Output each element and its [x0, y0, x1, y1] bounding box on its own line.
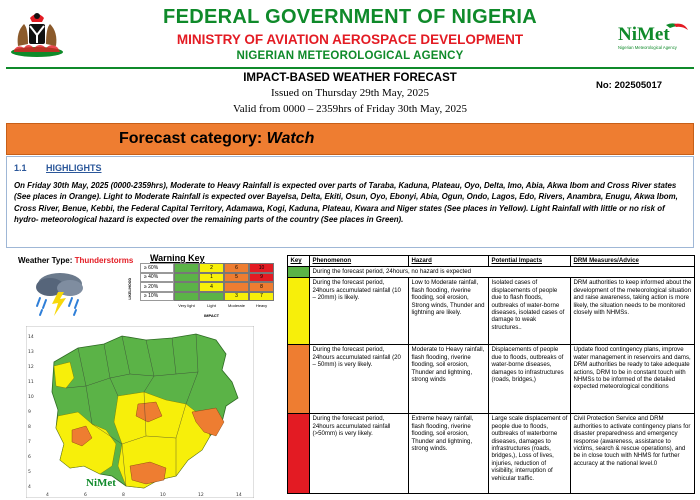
warning-key-impact-columns — [140, 301, 274, 310]
header-phenomenon: Phenomenon — [310, 256, 409, 267]
header-divider — [6, 67, 694, 69]
warning-key-likelihood: ≥ 20% — [140, 282, 174, 292]
warning-key-cell — [224, 282, 249, 292]
warning-key-matrix — [140, 263, 274, 310]
warning-key-cell — [174, 282, 199, 292]
map-x-tick: 10 — [160, 493, 166, 498]
impacts-cell: Large scale displacement of people due to floods, outbreaks of waterborne diseases, damages to infrastructures (roads, bridges,), Loss of lives, injuries, reduction of visibility, interruption of vehicular traffic. — [489, 413, 571, 493]
warning-key-impact-level: Light — [207, 303, 216, 308]
warning-key-likelihood: ≥ 10% — [140, 292, 174, 302]
warning-key-cell: 6 — [224, 263, 249, 273]
highlights-text: On Friday 30th May, 2025 (0000-2359hrs), Moderate to Heavy Rainfall is expected over parts of Taraba, Kaduna, Plateau, Oyo, Delta, Imo, Abia, Akwa Ibom and Cross River states (See places in Orange). Light to Moderate Rainfall is expected over Bayelsa, Delta, Ekiti, Osun, Oyo, Ebonyi, Abia, Ogun, Ondo, Lagos, Edo, Rivers, Anambra, Enugu, Akwa Ibom, Cross River, Benue, Kebbi, the Federal Capital Territory, Adamawa, Kogi, Kaduna, Plateau, Kwara and Niger states (See places in Yellow). Light Rainfall with little or no risk of hydro- meteorological hazard is expected over the remaining parts of the country (See places in Green). — [14, 181, 678, 225]
impacts-cell: Displacements of people due to floods, outbreaks of water-borne diseases, damages to infrastructures (roads, bridges,) — [489, 344, 571, 413]
hazard-cell: Moderate to Heavy rainfall, flash flooding, riverine flooding, soil erosion, Thunder and lightning, strong winds — [409, 344, 489, 413]
warning-key-cell: 5 — [224, 273, 249, 283]
highlights-number: 1.1 — [14, 163, 27, 173]
nimet-logo-text: NiMet — [618, 24, 670, 45]
warning-key-impact-label: IMPACT — [204, 313, 220, 318]
map-y-tick: 13 — [28, 350, 34, 355]
map-nimet-logo: NiMet — [86, 477, 116, 489]
document-number: No: 202505017 — [596, 80, 663, 91]
key-yellow-swatch — [288, 277, 310, 344]
warning-key-cell: 1 — [199, 273, 224, 283]
warning-key-cell — [174, 263, 199, 273]
phenomenon-cell: During the forecast period, 24hours accumulated rainfall (10 – 20mm) is likely. — [310, 277, 409, 344]
warning-key-row — [140, 292, 274, 302]
drm-cell: DRM authorities to keep informed about the development of the meteorological situation and raise awareness, taking action is more likely, the situation needs to be monitored closely with NHMSs. — [571, 277, 695, 344]
table-row-red — [288, 413, 695, 493]
issued-date: Issued on Thursday 29th May, 2025 — [271, 87, 429, 99]
warning-key-row — [140, 282, 274, 292]
phenomenon-cell: During the forecast period, 24hours accumulated rainfall (>50mm) is very likely. — [310, 413, 409, 493]
warning-key-cell: 10 — [249, 263, 274, 273]
warning-key-row — [140, 273, 274, 283]
map-y-tick: 9 — [28, 410, 31, 415]
warning-key-cell — [174, 273, 199, 283]
no-hazard-text: During the forecast period, 24hours, no hazard is expected — [310, 266, 695, 277]
map-x-tick: 8 — [122, 493, 125, 498]
warning-key-title: Warning Key — [150, 253, 205, 263]
map-y-tick: 14 — [28, 335, 34, 340]
government-title: FEDERAL GOVERNMENT OF NIGERIA — [163, 6, 537, 28]
warning-key-cell: 3 — [224, 292, 249, 302]
warning-key-row — [140, 263, 274, 273]
forecast-category-text — [119, 130, 314, 148]
impacts-cell: Isolated cases of displacements of people due to flash floods, outbreaks of water-borne diseases, isolated cases of damage to weak structures.. — [489, 277, 571, 344]
table-row-green — [288, 266, 695, 277]
warning-key-likelihood-label: LIKELIHOOD — [128, 278, 132, 300]
warning-key-cell: 8 — [249, 282, 274, 292]
forecast-category-value: Watch — [266, 130, 315, 147]
impact-table-header — [288, 256, 695, 267]
warning-key-cell — [174, 292, 199, 302]
hazard-cell: Extreme heavy rainfall, flash flooding, riverine flooding, soil erosion, Thunder and lightning, strong winds. — [409, 413, 489, 493]
warning-key-cell: 2 — [199, 263, 224, 273]
nimet-logo-tagline: Nigerian Meteorological Agency — [618, 45, 677, 50]
map-y-tick: 12 — [28, 365, 34, 370]
drm-cell: Civil Protection Service and DRM authorities to activate contingency plans for disaster preparedness and emergency response (awareness, assistance to victims, search & rescue operations), and be in close touch with NHMS for further accuracy at the national level.0 — [571, 413, 695, 493]
hazard-cell: Low to Moderate rainfall, flash flooding, riverine flooding, soil erosion, Strong winds, Thunder and lightning are likely. — [409, 277, 489, 344]
warning-key-likelihood: ≥ 40% — [140, 273, 174, 283]
drm-cell: Update flood contingency plans, improve water management in reservoirs and dams, DRM authorities be ready to take adequate actions, DRM to be in constant touch with NHMSs to be informed of the detailed expected meteorological conditions — [571, 344, 695, 413]
forecast-category-label: Forecast category: — [119, 130, 263, 147]
header-hazard: Hazard — [409, 256, 489, 267]
warning-key-impact-level: Moderate — [228, 303, 245, 308]
warning-key-impact-level: Very light — [178, 303, 195, 308]
highlights-title: HIGHLIGHTS — [46, 163, 102, 173]
key-green-swatch — [288, 266, 310, 277]
thunderstorm-icon — [30, 268, 88, 318]
header-key: Key — [288, 256, 310, 267]
forecast-category-banner — [6, 123, 694, 155]
ministry-title: MINISTRY OF AVIATION AEROSPACE DEVELOPMENT — [176, 32, 524, 47]
warning-key-cell: 4 — [199, 282, 224, 292]
warning-key-cell: 9 — [249, 273, 274, 283]
rainfall-forecast-map — [26, 326, 254, 498]
warning-key-cell — [199, 292, 224, 302]
map-x-tick: 6 — [84, 493, 87, 498]
key-orange-swatch — [288, 344, 310, 413]
map-y-tick: 5 — [28, 470, 31, 475]
map-y-tick: 7 — [28, 440, 31, 445]
warning-key-impact-level: Heavy — [255, 303, 268, 308]
nimet-logo — [616, 22, 696, 54]
phenomenon-cell: During the forecast period, 24hours accumulated rainfall (20 – 50mm) is very likely. — [310, 344, 409, 413]
map-x-tick: 12 — [198, 493, 204, 498]
map-x-tick: 4 — [46, 493, 49, 498]
warning-key-likelihood: ≥ 60% — [140, 263, 174, 273]
document-title: IMPACT-BASED WEATHER FORECAST — [243, 72, 457, 84]
map-y-tick: 8 — [28, 425, 31, 430]
warning-key-cell: 7 — [249, 292, 274, 302]
map-x-tick: 14 — [236, 493, 242, 498]
weather-type — [18, 256, 133, 265]
weather-type-value: Thunderstorms — [74, 256, 134, 265]
map-y-tick: 10 — [28, 395, 34, 400]
map-y-tick: 4 — [28, 485, 31, 490]
header-potential-impacts: Potential Impacts — [489, 256, 571, 267]
table-row-orange — [288, 344, 695, 413]
map-y-tick: 11 — [28, 380, 34, 385]
valid-period: Valid from 0000 – 2359hrs of Friday 30th May, 2025 — [233, 103, 467, 115]
header-drm-measures: DRM Measures/Advice — [571, 256, 695, 267]
impact-table — [287, 255, 695, 494]
key-red-swatch — [288, 413, 310, 493]
agency-title: NIGERIAN METEOROLOGICAL AGENCY — [236, 50, 464, 62]
table-row-yellow — [288, 277, 695, 344]
map-y-tick: 6 — [28, 455, 31, 460]
weather-type-label: Weather Type: — [18, 256, 73, 265]
